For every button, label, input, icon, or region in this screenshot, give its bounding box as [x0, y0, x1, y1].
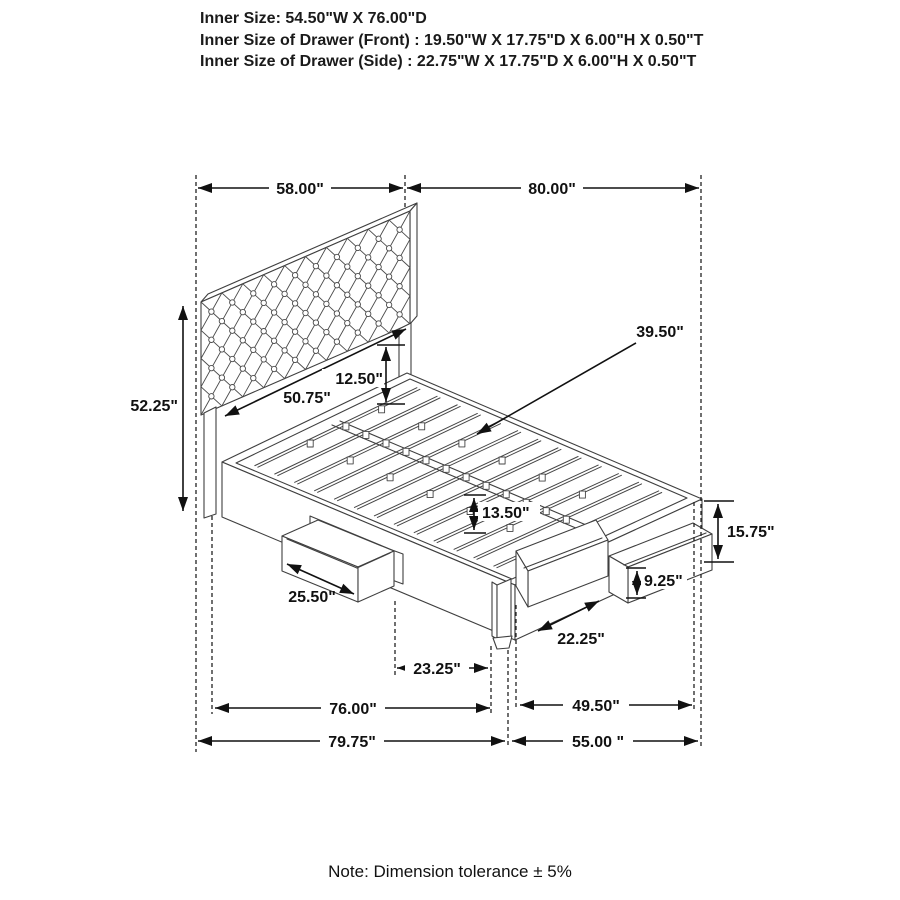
dim-front-span-inner — [520, 695, 692, 715]
dim-label-2225: 22.25" — [557, 631, 605, 648]
dim-label-58: 58.00" — [276, 181, 324, 198]
corner-post-left-face — [492, 582, 497, 639]
inner-size-drawer-front-line: Inner Size of Drawer (Front) : 19.50"W X 17.75"D X 6.00"H X 0.50"T — [200, 31, 704, 49]
dim-label-5500: 55.00 " — [571, 734, 625, 751]
corner-post-front-face — [497, 579, 511, 639]
inner-size-line: Inner Size: 54.50"W X 76.00"D — [200, 10, 427, 27]
bed-line-art — [201, 203, 712, 649]
dim-label-925: 9.25" — [644, 573, 683, 590]
dim-frame-depth-top — [407, 179, 699, 198]
dim-label-80: 80.00" — [528, 181, 576, 198]
inner-size-drawer-side-line: Inner Size of Drawer (Side) : 22.75"W X 17.75"D X 6.00"H X 0.50"T — [200, 53, 697, 70]
dim-label-5225: 52.25" — [130, 398, 178, 415]
dim-label-4950: 49.50" — [572, 698, 620, 715]
front-leg-foot — [493, 636, 512, 649]
dim-headboard-height — [130, 306, 183, 511]
dim-label-1250: 12.50" — [335, 371, 383, 388]
dim-label-7975: 79.75" — [328, 734, 376, 751]
dim-outer-depth — [198, 731, 505, 751]
dim-label-2325: 23.25" — [413, 661, 461, 678]
dim-headboard-width-top — [198, 179, 403, 198]
dim-inner-depth — [215, 698, 490, 718]
dim-label-5075: 50.75" — [283, 390, 331, 407]
dim-label-1350: 13.50" — [482, 505, 530, 522]
dim-front-span-outer — [512, 731, 698, 751]
headboard-left-leg — [204, 407, 216, 518]
tolerance-note: Note: Dimension tolerance ± 5% — [328, 862, 572, 881]
dim-label-2550: 25.50" — [288, 589, 336, 606]
dim-label-3950: 39.50" — [636, 324, 684, 341]
dim-frame-height — [704, 501, 786, 562]
dim-label-7600: 76.00" — [329, 701, 377, 718]
dim-label-1575: 15.75" — [727, 524, 775, 541]
dim-leg-offset — [397, 658, 488, 678]
headboard-side-edge — [410, 203, 417, 324]
